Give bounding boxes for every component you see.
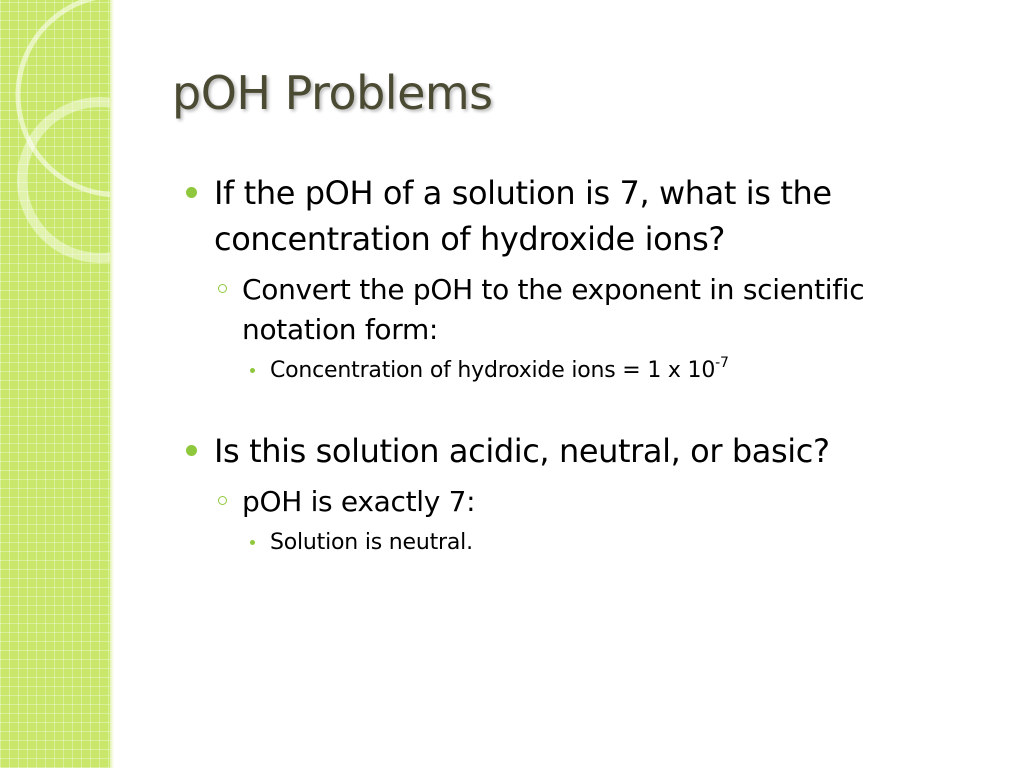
bullet-ring-icon <box>218 284 227 293</box>
bullet-text: Is this solution acidic, neutral, or basic? <box>214 432 830 470</box>
bullet-level2-item <box>242 270 986 350</box>
bullet-text: Solution is neutral. <box>270 530 473 555</box>
band-edge-divider <box>110 0 114 768</box>
decorative-side-band <box>0 0 112 768</box>
bullet-level1-item <box>186 170 986 262</box>
bullet-level1-item <box>186 428 986 474</box>
bullet-level2-item <box>242 482 986 522</box>
slide-content <box>186 170 986 560</box>
bullet-dot-icon <box>186 187 197 198</box>
bullet-small-dot-icon <box>250 540 255 545</box>
bullet-dot-icon <box>186 445 197 456</box>
decorative-circles-graphic <box>0 0 112 260</box>
bullet-text: Convert the pOH to the exponent in scientific notation form: <box>242 273 865 346</box>
bullet-small-dot-icon <box>250 368 255 373</box>
bullet-text: Concentration of hydroxide ions = 1 x 10 <box>270 358 716 383</box>
bullet-level3-item <box>270 354 986 388</box>
exponent-superscript: -7 <box>715 355 729 371</box>
spacer <box>186 388 986 428</box>
bullet-text: pOH is exactly 7: <box>242 485 476 518</box>
slide-title: pOH Problems <box>172 66 493 120</box>
bullet-text: If the pOH of a solution is 7, what is the concentration of hydroxide ions? <box>214 174 832 258</box>
bullet-ring-icon <box>218 496 227 505</box>
bullet-level3-item <box>270 526 986 560</box>
